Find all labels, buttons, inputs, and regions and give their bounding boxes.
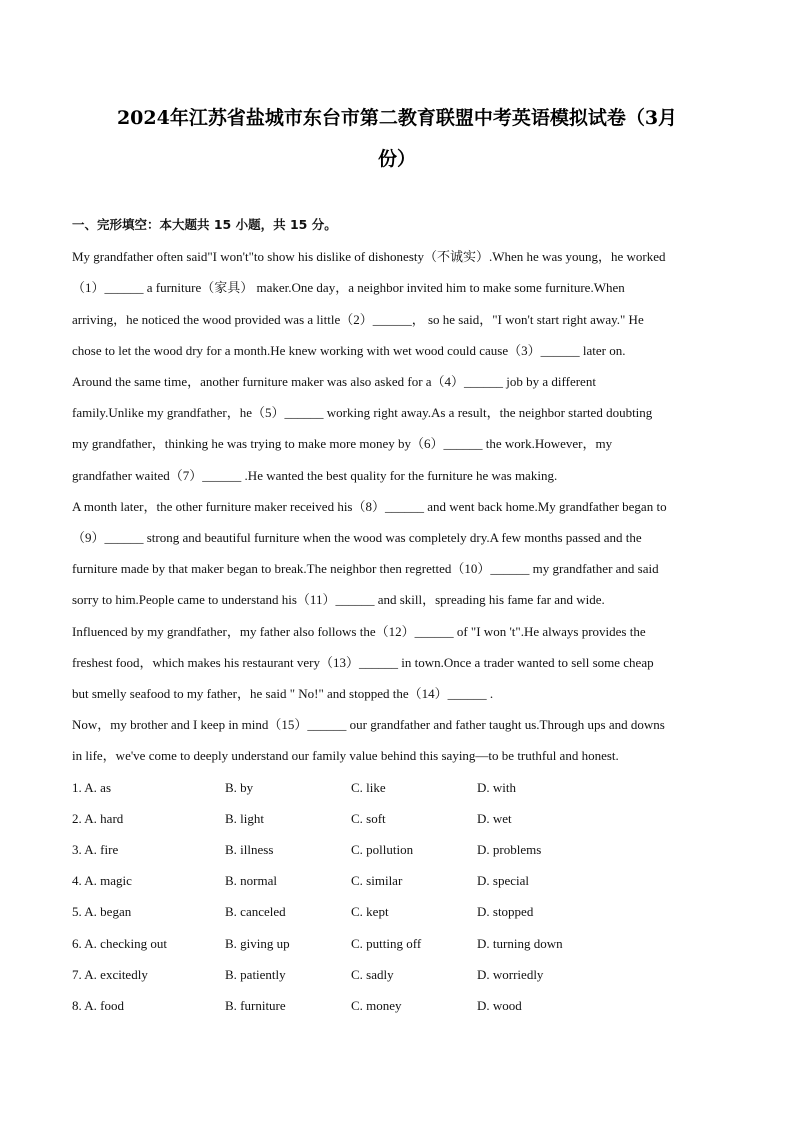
option-b: B. canceled (225, 904, 286, 919)
passage-line: arriving，he noticed the wood provided was a little（2）______， so he said，"I won't start right away." He (72, 312, 644, 327)
option-c: C. similar (351, 873, 403, 888)
passage-line: chose to let the wood dry for a month.He knew working with wet wood could cause（3）______ later on. (72, 343, 626, 358)
passage-line: （1）______ a furniture（家具） maker.One day，a neighbor invited him to make some furniture.When (72, 280, 625, 295)
question-options (72, 967, 722, 983)
passage-line: Influenced by my grandfather，my father also follows the（12）______ of "I won 't".He always provides the (72, 624, 646, 639)
question-options (72, 842, 722, 858)
title-line-1: 2024年江苏省盐城市东台市第二教育联盟中考英语模拟试卷（3月 (116, 107, 678, 129)
option-d: D. special (477, 873, 529, 888)
option-b: B. light (225, 811, 265, 826)
page-title (72, 98, 722, 180)
question-options (72, 936, 722, 952)
option-a: 8. A. food (72, 998, 124, 1013)
passage-line: （9）______ strong and beautiful furniture when the wood was completely dry.A few months passed and the (72, 530, 642, 545)
option-d: D. turning down (477, 936, 563, 951)
option-a: 7. A. excitedly (72, 967, 148, 982)
option-d: D. with (477, 780, 516, 795)
option-c: C. money (351, 998, 402, 1013)
passage-line: A month later，the other furniture maker received his（8）______ and went back home.My grandfather began to (72, 499, 667, 514)
option-a: 1. A. as (72, 780, 111, 795)
option-b: B. illness (225, 842, 274, 857)
option-b: B. furniture (225, 998, 286, 1013)
passage-line: grandfather waited（7）______ .He wanted the best quality for the furniture he was making. (72, 468, 558, 483)
option-d: D. stopped (477, 904, 534, 919)
passage-line: Around the same time，another furniture maker was also asked for a（4）______ job by a different (72, 374, 596, 389)
title-line-2: 份） (377, 148, 416, 170)
option-a: 2. A. hard (72, 811, 124, 826)
option-a: 6. A. checking out (72, 936, 167, 951)
option-c: C. putting off (351, 936, 422, 951)
passage-line: in life，we've come to deeply understand our family value behind this saying—to be truthful and honest. (72, 748, 619, 763)
option-b: B. normal (225, 873, 277, 888)
question-options (72, 811, 722, 827)
passage-line: but smelly seafood to my father，he said " No!" and stopped the（14）______ . (72, 686, 494, 701)
option-b: B. giving up (225, 936, 290, 951)
passage-line: My grandfather often said"I won't"to show his dislike of dishonesty（不诚实）.When he was young，he worked (72, 249, 666, 264)
option-a: 4. A. magic (72, 873, 132, 888)
option-d: D. wood (477, 998, 522, 1013)
option-a: 3. A. fire (72, 842, 119, 857)
option-b: B. patiently (225, 967, 286, 982)
question-options (72, 780, 722, 796)
option-d: D. problems (477, 842, 542, 857)
passage-line: family.Unlike my grandfather，he（5）______ working right away.As a result，the neighbor started doubting (72, 405, 653, 420)
option-c: C. pollution (351, 842, 414, 857)
passage-line: furniture made by that maker began to break.The neighbor then regretted（10）______ my grandfather and said (72, 561, 659, 576)
option-a: 5. A. began (72, 904, 132, 919)
option-c: C. like (351, 780, 386, 795)
question-options (72, 904, 722, 920)
option-d: D. worriedly (477, 967, 544, 982)
passage-line: freshest food，which makes his restaurant very（13）______ in town.Once a trader wanted to sell some cheap (72, 655, 654, 670)
option-d: D. wet (477, 811, 512, 826)
option-b: B. by (225, 780, 254, 795)
option-c: C. sadly (351, 967, 394, 982)
option-c: C. soft (351, 811, 386, 826)
passage-line: Now，my brother and I keep in mind（15）______ our grandfather and father taught us.Through ups and downs (72, 717, 665, 732)
passage-line: my grandfather，thinking he was trying to make more money by（6）______ the work.However，my (72, 436, 613, 451)
question-options (72, 873, 722, 889)
section-heading: 一、完形填空：本大题共 15 小题，共 15 分。 (72, 217, 337, 232)
passage-line: sorry to him.People came to understand his（11）______ and skill，spreading his fame far and wide. (72, 592, 605, 607)
option-c: C. kept (351, 904, 389, 919)
question-options (72, 998, 722, 1014)
